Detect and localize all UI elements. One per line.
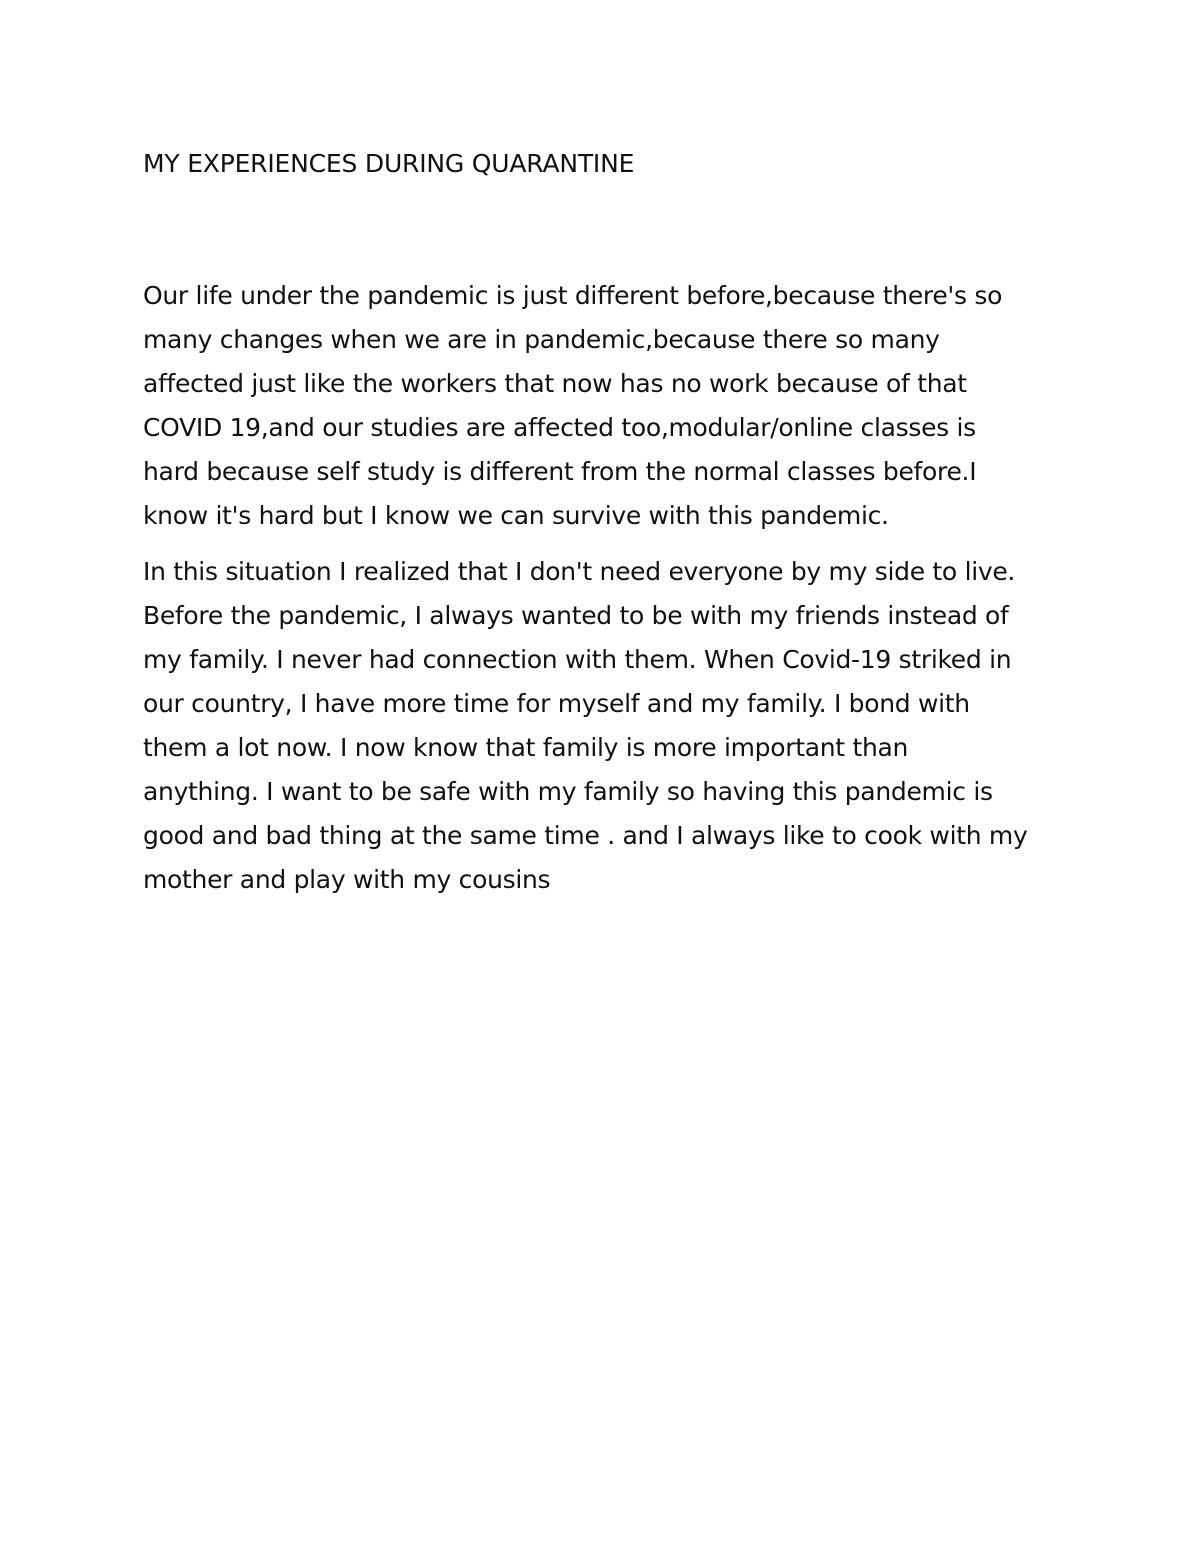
paragraph-line: In this situation I realized that I don't need everyone by my side to live. bbox=[143, 557, 1016, 586]
document-body bbox=[143, 144, 1073, 902]
paragraph-line: my family. I never had connection with them. When Covid-19 striked in bbox=[143, 645, 1012, 674]
document-title: MY EXPERIENCES DURING QUARANTINE bbox=[143, 149, 635, 178]
paragraph-line: many changes when we are in pandemic,because there so many bbox=[143, 325, 940, 354]
paragraph-line: good and bad thing at the same time . and I always like to cook with my bbox=[143, 821, 1028, 850]
paragraph-2 bbox=[143, 550, 1073, 902]
paragraph-line: anything. I want to be safe with my family so having this pandemic is bbox=[143, 777, 993, 806]
paragraph-line: Before the pandemic, I always wanted to be with my friends instead of bbox=[143, 601, 1009, 630]
paragraph-line: Our life under the pandemic is just different before,because there's so bbox=[143, 281, 1003, 310]
paragraph-line: hard because self study is different from the normal classes before.I bbox=[143, 457, 977, 486]
paragraph-line: our country, I have more time for myself and my family. I bond with bbox=[143, 689, 970, 718]
paragraph-line: COVID 19,and our studies are affected too,modular/online classes is bbox=[143, 413, 976, 442]
paragraph-line: know it's hard but I know we can survive with this pandemic. bbox=[143, 501, 889, 530]
paragraph-line: them a lot now. I now know that family is more important than bbox=[143, 733, 909, 762]
paragraph-1 bbox=[143, 274, 1073, 538]
paragraph-line: affected just like the workers that now has no work because of that bbox=[143, 369, 967, 398]
paragraph-line: mother and play with my cousins bbox=[143, 865, 551, 894]
